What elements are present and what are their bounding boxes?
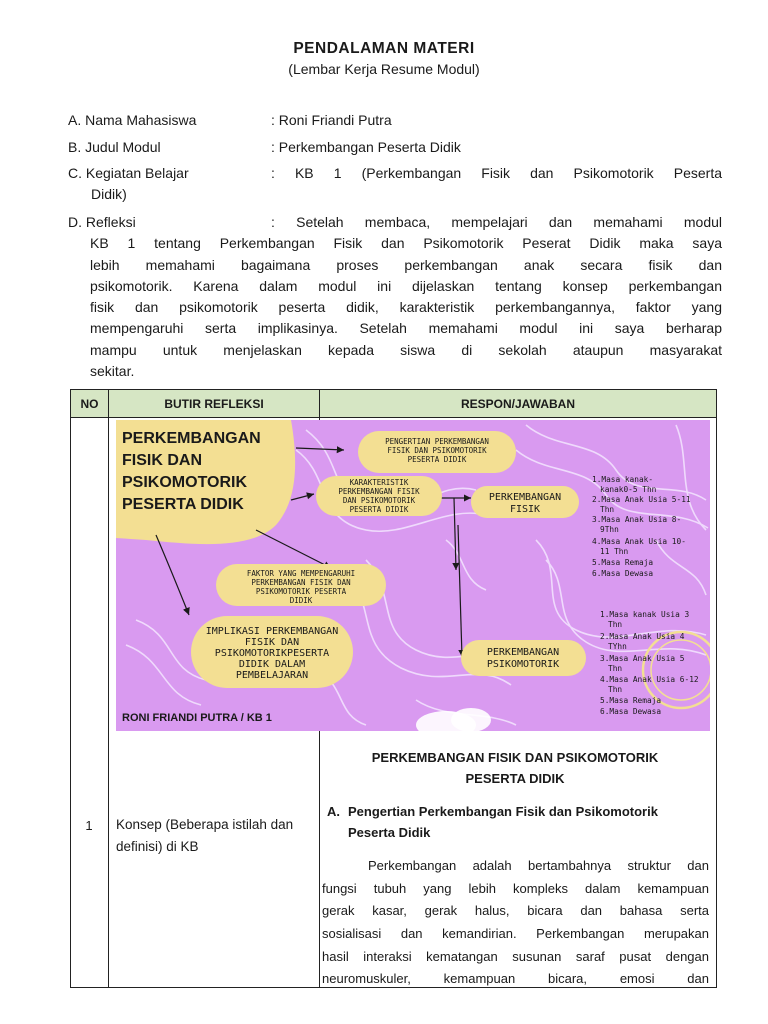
list-fisik-item: 5.Masa Remaja — [592, 558, 654, 567]
field-value: : Roni Friandi Putra — [271, 112, 392, 128]
header-respon: RESPON/JAWABAN — [320, 390, 717, 418]
node-karakteristik-line: PERKEMBANGAN FISIK — [338, 487, 420, 496]
list-fisik-item: 6.Masa Dewasa — [592, 569, 654, 578]
paragraph-line: neuromuskuler, kemampuan bicara, emosi dan — [322, 971, 709, 987]
reflection-line: fisik dan psikomotorik peserta didik, karakteristik perkembangannya, faktor yang — [90, 299, 722, 316]
paragraph-line: Perkembangan adalah bertambahnya struktur dan — [368, 858, 709, 873]
field-label: A. Nama Mahasiswa — [68, 112, 197, 128]
node-implikasi-line: IMPLIKASI PERKEMBANGAN — [205, 626, 339, 637]
paragraph-line: sosialisasi dan kemandirian. Perkembangan merupakan — [322, 926, 709, 942]
row-number: 1 — [85, 818, 93, 833]
subheading-line: Peserta Didik — [348, 825, 431, 840]
field-continuation: Didik) — [91, 186, 127, 202]
header-butir: BUTIR REFLEKSI — [109, 390, 320, 418]
row-butir-text: Konsep (Beberapa istilah dan definisi) di KB — [116, 817, 294, 854]
node-psikomotorik-line: PSIKOMOTORIK — [486, 659, 560, 670]
definition-paragraph — [322, 855, 709, 991]
node-pengertian-line: PESERTA DIDIK — [407, 455, 467, 464]
section-title — [320, 747, 710, 789]
node-implikasi-line: PEMBELAJARAN — [235, 670, 309, 681]
list-fisik-item: 2.Masa Anak Usia 5-11 — [592, 495, 691, 504]
field-value: : KB 1 (Perkembangan Fisik dan Psikomotorik Peserta — [271, 165, 722, 181]
header-no: NO — [71, 390, 109, 418]
reflection-line: KB 1 tentang Perkembangan Fisik dan Psikomotorik Peserat Didik maka saya — [90, 235, 722, 252]
list-psikomotorik-item: Thn — [608, 620, 623, 629]
mindmap-title-line: PESERTA DIDIK — [122, 496, 244, 513]
reflection-line: sekitar. — [90, 363, 135, 380]
list-psikomotorik-item: Thn — [608, 685, 623, 694]
list-fisik-item: 4.Masa Anak Usia 10- — [592, 537, 686, 546]
field-value: : Perkembangan Peserta Didik — [271, 139, 461, 155]
reflection-line: mampu untuk menjelaskan kepada siswa di sekolah ataupun masyarakat — [90, 341, 722, 358]
list-psikomotorik-item: 4.Masa Anak Usia 6-12 — [600, 675, 699, 684]
reflection-block — [68, 212, 722, 382]
paragraph-line: hasil interaksi kematangan susunan saraf pusat dengan — [322, 948, 709, 964]
node-fisik-line: FISIK — [509, 504, 541, 515]
decor-cloud — [451, 708, 491, 731]
page-subtitle: (Lembar Kerja Resume Modul) — [288, 61, 480, 77]
node-implikasi-line: FISIK DAN — [244, 637, 300, 648]
list-psikomotorik-item: 1.Masa kanak Usia 3 — [600, 610, 690, 619]
node-faktor-line: FAKTOR YANG MEMPENGARUHI — [246, 569, 356, 578]
page-title: PENDALAMAN MATERI — [293, 40, 475, 57]
list-fisik-item: Thn — [600, 505, 615, 514]
reflection-line: mempengaruhi serta implikasinya. Setelah memahami modul ini saya berharap — [90, 320, 722, 337]
list-fisik-item: 11 Thn — [600, 547, 629, 556]
mindmap-svg — [116, 420, 710, 731]
reflection-line: : Setelah membaca, mempelajari dan memahami modul — [271, 214, 722, 230]
list-psikomotorik-item: 6.Masa Dewasa — [600, 707, 662, 716]
reflection-line: lebih memahami bagaimana proses perkembangan anak secara fisik dan — [90, 256, 722, 273]
cell-no — [71, 418, 109, 988]
section-title-line: PERKEMBANGAN FISIK DAN PSIKOMOTORIK — [371, 750, 659, 765]
node-faktor-line: PSIKOMOTORIK PESERTA — [255, 587, 347, 596]
node-implikasi-line: DIDIK DALAM — [238, 659, 306, 670]
reflection-label: D. Refleksi — [68, 214, 136, 230]
list-psikomotorik-item: 3.Masa Anak Usia 5 — [600, 654, 685, 663]
list-fisik-item: 9Thn — [600, 525, 619, 534]
list-fisik-item: 3.Masa Anak Usia 8- — [592, 515, 682, 524]
list-psikomotorik-item: 5.Masa Remaja — [600, 696, 662, 705]
paragraph-line: fungsi tubuh yang lebih kompleks dalam kemampuan — [322, 880, 709, 896]
node-pengertian-line: PENGERTIAN PERKEMBANGAN — [385, 437, 489, 446]
node-fisik-line: PERKEMBANGAN — [488, 492, 562, 503]
list-psikomotorik-item: 2.Masa Anak Usia 4 — [600, 632, 685, 641]
node-faktor-line: DIDIK — [289, 596, 313, 605]
node-psikomotorik-line: PERKEMBANGAN — [486, 647, 560, 658]
node-implikasi-line: PSIKOMOTORIKPESERTA — [214, 648, 330, 659]
reflection-line: psikomotorik. Karena dalam modul ini dijelaskan tentang konsep perkembangan — [90, 277, 722, 294]
node-karakteristik-line: KARAKTERISTIK — [349, 478, 409, 487]
mindmap-footer: RONI FRIANDI PUTRA / KB 1 — [122, 712, 272, 724]
list-psikomotorik-item: TYhn — [608, 642, 627, 651]
mindmap-title-line: FISIK DAN — [122, 452, 202, 469]
node-psikomotorik-bubble — [461, 640, 586, 676]
list-fisik-item: 1.Masa kanak- — [592, 475, 654, 484]
field-label: C. Kegiatan Belajar — [68, 165, 189, 181]
node-faktor-line: PERKEMBANGAN FISIK DAN — [251, 578, 351, 587]
subheading-letter: A. — [327, 804, 340, 819]
mindmap-title-line: PERKEMBANGAN — [122, 430, 261, 447]
subheading-text — [348, 801, 712, 843]
paragraph-line: gerak kasar, gerak halus, bicara dan bahasa serta — [322, 903, 709, 919]
mindmap-title-line: PSIKOMOTORIK — [122, 474, 248, 491]
node-pengertian-line: FISIK DAN PSIKOMOTORIK — [387, 446, 487, 455]
list-psikomotorik-item: Thn — [608, 664, 623, 673]
subheading-line: Pengertian Perkembangan Fisik dan Psikomotorik — [348, 804, 658, 819]
list-fisik-item: kanak0-5 Thn — [600, 485, 657, 494]
node-karakteristik-line: PESERTA DIDIK — [349, 505, 409, 514]
section-title-line: PESERTA DIDIK — [465, 771, 565, 786]
field-label: B. Judul Modul — [68, 139, 161, 155]
table-header-row — [71, 390, 717, 418]
mindmap-image — [116, 420, 710, 731]
node-karakteristik-line: DAN PSIKOMOTORIK — [342, 496, 416, 505]
